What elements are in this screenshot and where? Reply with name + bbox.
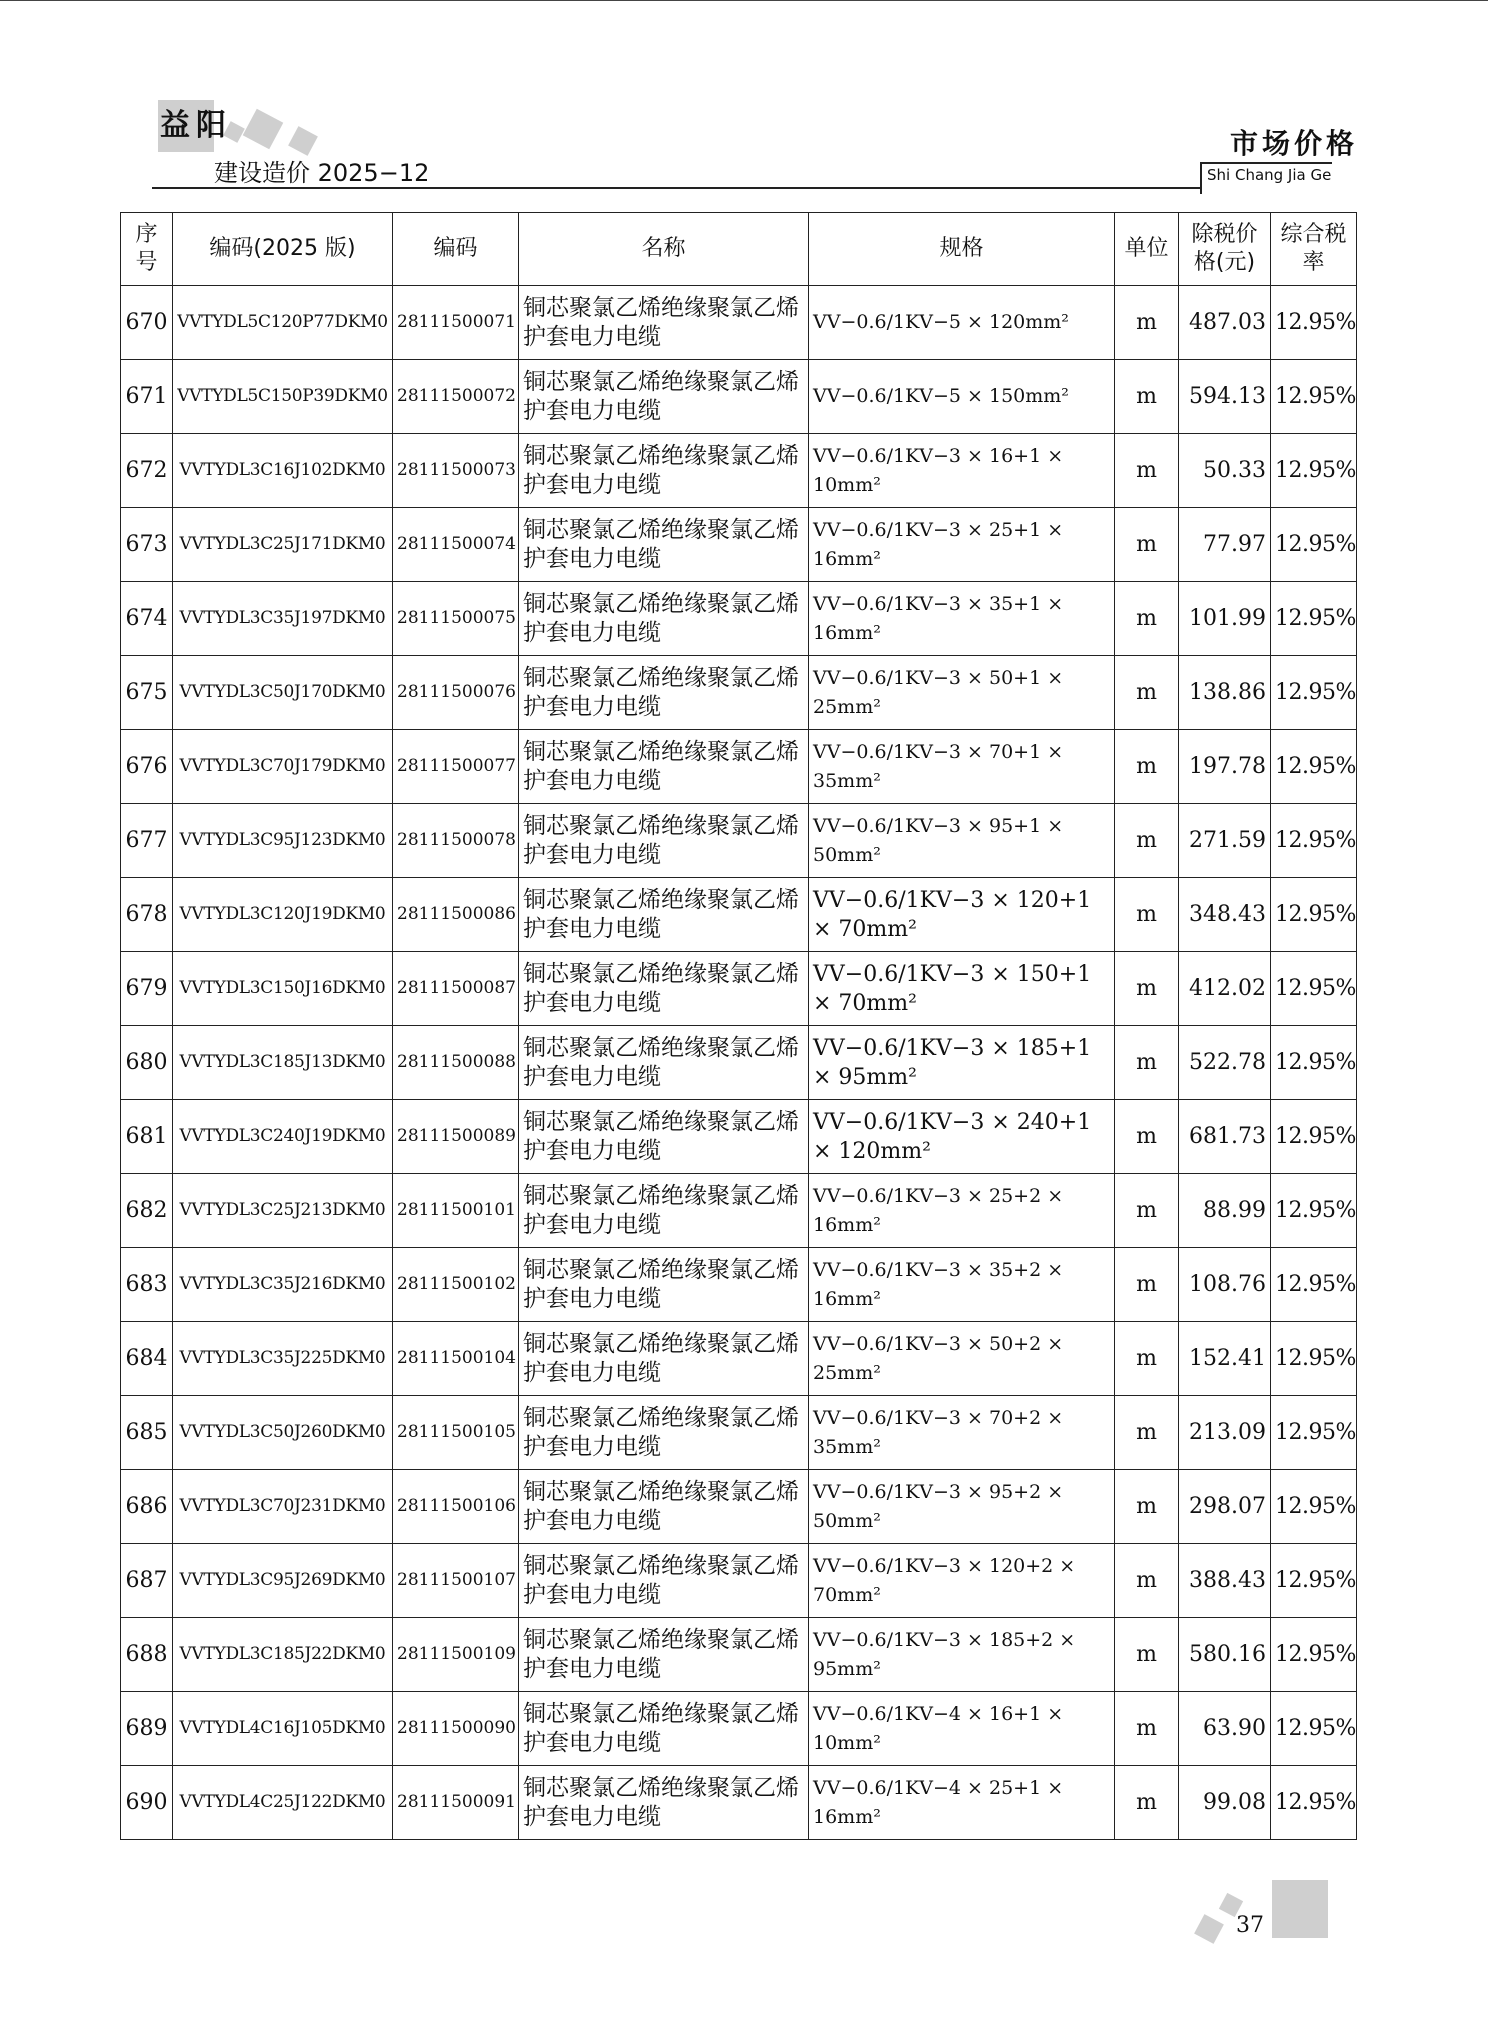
table-row: [121, 1174, 1357, 1248]
cell-rate: 12.95%: [1271, 582, 1357, 656]
cell-unit: m: [1115, 1470, 1179, 1544]
cell-name: 铜芯聚氯乙烯绝缘聚氯乙烯护套电力电缆: [519, 1248, 809, 1322]
col-header-price: 除税价格(元): [1179, 213, 1271, 286]
cell-rate: 12.95%: [1271, 286, 1357, 360]
cell-rate: 12.95%: [1271, 1766, 1357, 1840]
cell-seq: 674: [121, 582, 173, 656]
cell-code: 28111500075: [393, 582, 519, 656]
header-decor-diamond: [288, 126, 318, 156]
cell-name: 铜芯聚氯乙烯绝缘聚氯乙烯护套电力电缆: [519, 1026, 809, 1100]
cell-price: 197.78: [1179, 730, 1271, 804]
cell-seq: 671: [121, 360, 173, 434]
cell-code: 28111500107: [393, 1544, 519, 1618]
cell-unit: m: [1115, 360, 1179, 434]
cell-price: 108.76: [1179, 1248, 1271, 1322]
cell-price: 99.08: [1179, 1766, 1271, 1840]
price-table: [120, 212, 1357, 1840]
cell-seq: 681: [121, 1100, 173, 1174]
col-header-rate: 综合税率: [1271, 213, 1357, 286]
cell-code: 28111500102: [393, 1248, 519, 1322]
cell-seq: 670: [121, 286, 173, 360]
cell-rate: 12.95%: [1271, 1544, 1357, 1618]
cell-seq: 685: [121, 1396, 173, 1470]
col-header-code2025: 编码(2025 版): [173, 213, 393, 286]
cell-code-2025: VVTYDL3C35J197DKM0: [173, 582, 393, 656]
cell-code-2025: VVTYDL3C240J19DKM0: [173, 1100, 393, 1174]
cell-spec: VV−0.6/1KV−3 × 150+1 × 70mm²: [809, 952, 1115, 1026]
cell-code-2025: VVTYDL4C25J122DKM0: [173, 1766, 393, 1840]
cell-seq: 672: [121, 434, 173, 508]
table-row: [121, 1766, 1357, 1840]
cell-name: 铜芯聚氯乙烯绝缘聚氯乙烯护套电力电缆: [519, 1470, 809, 1544]
cell-name: 铜芯聚氯乙烯绝缘聚氯乙烯护套电力电缆: [519, 1544, 809, 1618]
cell-price: 50.33: [1179, 434, 1271, 508]
table-row: [121, 508, 1357, 582]
cell-code: 28111500109: [393, 1618, 519, 1692]
cell-unit: m: [1115, 656, 1179, 730]
table-row: [121, 1322, 1357, 1396]
cell-seq: 686: [121, 1470, 173, 1544]
cell-seq: 687: [121, 1544, 173, 1618]
table-row: [121, 434, 1357, 508]
table-row: [121, 1470, 1357, 1544]
cell-seq: 680: [121, 1026, 173, 1100]
cell-seq: 690: [121, 1766, 173, 1840]
cell-name: 铜芯聚氯乙烯绝缘聚氯乙烯护套电力电缆: [519, 434, 809, 508]
table-row: [121, 286, 1357, 360]
cell-unit: m: [1115, 1026, 1179, 1100]
cell-unit: m: [1115, 1766, 1179, 1840]
cell-rate: 12.95%: [1271, 1322, 1357, 1396]
table-row: [121, 952, 1357, 1026]
cell-spec: VV−0.6/1KV−3 × 185+1 × 95mm²: [809, 1026, 1115, 1100]
cell-seq: 684: [121, 1322, 173, 1396]
cell-unit: m: [1115, 286, 1179, 360]
cell-spec: VV−0.6/1KV−5 × 150mm²: [809, 360, 1115, 434]
cell-price: 77.97: [1179, 508, 1271, 582]
cell-unit: m: [1115, 434, 1179, 508]
cell-unit: m: [1115, 878, 1179, 952]
cell-code: 28111500087: [393, 952, 519, 1026]
cell-name: 铜芯聚氯乙烯绝缘聚氯乙烯护套电力电缆: [519, 582, 809, 656]
cell-price: 522.78: [1179, 1026, 1271, 1100]
cell-code-2025: VVTYDL3C185J13DKM0: [173, 1026, 393, 1100]
cell-code-2025: VVTYDL4C16J105DKM0: [173, 1692, 393, 1766]
cell-seq: 688: [121, 1618, 173, 1692]
table-body: [121, 286, 1357, 1840]
cell-spec: VV−0.6/1KV−3 × 25+1 × 16mm²: [809, 508, 1115, 582]
cell-rate: 12.95%: [1271, 1692, 1357, 1766]
cell-unit: m: [1115, 1618, 1179, 1692]
cell-price: 388.43: [1179, 1544, 1271, 1618]
cell-price: 138.86: [1179, 656, 1271, 730]
cell-code: 28111500076: [393, 656, 519, 730]
cell-seq: 683: [121, 1248, 173, 1322]
cell-name: 铜芯聚氯乙烯绝缘聚氯乙烯护套电力电缆: [519, 730, 809, 804]
cell-name: 铜芯聚氯乙烯绝缘聚氯乙烯护套电力电缆: [519, 286, 809, 360]
cell-rate: 12.95%: [1271, 656, 1357, 730]
cell-name: 铜芯聚氯乙烯绝缘聚氯乙烯护套电力电缆: [519, 656, 809, 730]
cell-name: 铜芯聚氯乙烯绝缘聚氯乙烯护套电力电缆: [519, 1396, 809, 1470]
cell-price: 487.03: [1179, 286, 1271, 360]
cell-spec: VV−0.6/1KV−3 × 240+1 × 120mm²: [809, 1100, 1115, 1174]
cell-name: 铜芯聚氯乙烯绝缘聚氯乙烯护套电力电缆: [519, 952, 809, 1026]
cell-name: 铜芯聚氯乙烯绝缘聚氯乙烯护套电力电缆: [519, 1322, 809, 1396]
cell-name: 铜芯聚氯乙烯绝缘聚氯乙烯护套电力电缆: [519, 1618, 809, 1692]
cell-seq: 682: [121, 1174, 173, 1248]
col-header-spec: 规格: [809, 213, 1115, 286]
table-row: [121, 878, 1357, 952]
table-row: [121, 730, 1357, 804]
cell-code: 28111500086: [393, 878, 519, 952]
top-rule: [0, 0, 1488, 1]
table-row: [121, 1618, 1357, 1692]
cell-spec: VV−0.6/1KV−3 × 35+1 × 16mm²: [809, 582, 1115, 656]
cell-code: 28111500091: [393, 1766, 519, 1840]
cell-spec: VV−0.6/1KV−3 × 35+2 × 16mm²: [809, 1248, 1115, 1322]
table-header-row: [121, 213, 1357, 286]
cell-code-2025: VVTYDL3C50J260DKM0: [173, 1396, 393, 1470]
cell-code: 28111500073: [393, 434, 519, 508]
cell-code-2025: VVTYDL3C70J179DKM0: [173, 730, 393, 804]
col-header-name: 名称: [519, 213, 809, 286]
cell-rate: 12.95%: [1271, 952, 1357, 1026]
header-section-pinyin: Shi Chang Jia Ge: [1207, 166, 1332, 184]
cell-code: 28111500104: [393, 1322, 519, 1396]
cell-code: 28111500077: [393, 730, 519, 804]
cell-unit: m: [1115, 1692, 1179, 1766]
cell-spec: VV−0.6/1KV−3 × 95+1 × 50mm²: [809, 804, 1115, 878]
cell-spec: VV−0.6/1KV−3 × 25+2 × 16mm²: [809, 1174, 1115, 1248]
cell-spec: VV−0.6/1KV−3 × 185+2 × 95mm²: [809, 1618, 1115, 1692]
cell-spec: VV−0.6/1KV−3 × 50+1 × 25mm²: [809, 656, 1115, 730]
table-row: [121, 1544, 1357, 1618]
cell-name: 铜芯聚氯乙烯绝缘聚氯乙烯护套电力电缆: [519, 878, 809, 952]
page-number: 37: [1236, 1913, 1264, 1938]
cell-rate: 12.95%: [1271, 434, 1357, 508]
table-row: [121, 582, 1357, 656]
cell-code-2025: VVTYDL3C16J102DKM0: [173, 434, 393, 508]
cell-code-2025: VVTYDL3C25J171DKM0: [173, 508, 393, 582]
cell-unit: m: [1115, 804, 1179, 878]
cell-price: 594.13: [1179, 360, 1271, 434]
cell-unit: m: [1115, 730, 1179, 804]
cell-code: 28111500074: [393, 508, 519, 582]
header-issue: 建设造价 2025−12: [214, 159, 430, 187]
cell-spec: VV−0.6/1KV−3 × 120+1 × 70mm²: [809, 878, 1115, 952]
cell-seq: 673: [121, 508, 173, 582]
cell-spec: VV−0.6/1KV−3 × 16+1 × 10mm²: [809, 434, 1115, 508]
cell-code-2025: VVTYDL5C150P39DKM0: [173, 360, 393, 434]
cell-name: 铜芯聚氯乙烯绝缘聚氯乙烯护套电力电缆: [519, 1766, 809, 1840]
cell-name: 铜芯聚氯乙烯绝缘聚氯乙烯护套电力电缆: [519, 1692, 809, 1766]
cell-code: 28111500072: [393, 360, 519, 434]
cell-code: 28111500105: [393, 1396, 519, 1470]
cell-spec: VV−0.6/1KV−5 × 120mm²: [809, 286, 1115, 360]
header-decor-diamond: [243, 109, 284, 150]
col-header-unit: 单位: [1115, 213, 1179, 286]
table-row: [121, 1396, 1357, 1470]
header-rule: [152, 187, 1200, 189]
cell-unit: m: [1115, 1322, 1179, 1396]
cell-rate: 12.95%: [1271, 878, 1357, 952]
cell-rate: 12.95%: [1271, 508, 1357, 582]
cell-price: 101.99: [1179, 582, 1271, 656]
cell-rate: 12.95%: [1271, 730, 1357, 804]
cell-spec: VV−0.6/1KV−4 × 25+1 × 16mm²: [809, 1766, 1115, 1840]
cell-rate: 12.95%: [1271, 1618, 1357, 1692]
cell-name: 铜芯聚氯乙烯绝缘聚氯乙烯护套电力电缆: [519, 804, 809, 878]
cell-code-2025: VVTYDL3C150J16DKM0: [173, 952, 393, 1026]
cell-price: 298.07: [1179, 1470, 1271, 1544]
cell-rate: 12.95%: [1271, 1174, 1357, 1248]
cell-code-2025: VVTYDL3C185J22DKM0: [173, 1618, 393, 1692]
cell-unit: m: [1115, 1248, 1179, 1322]
cell-rate: 12.95%: [1271, 1248, 1357, 1322]
cell-code: 28111500088: [393, 1026, 519, 1100]
cell-price: 152.41: [1179, 1322, 1271, 1396]
table-row: [121, 656, 1357, 730]
cell-code-2025: VVTYDL3C50J170DKM0: [173, 656, 393, 730]
table-row: [121, 1026, 1357, 1100]
cell-seq: 676: [121, 730, 173, 804]
cell-name: 铜芯聚氯乙烯绝缘聚氯乙烯护套电力电缆: [519, 360, 809, 434]
col-header-seq: 序号: [121, 213, 173, 286]
cell-unit: m: [1115, 1544, 1179, 1618]
cell-unit: m: [1115, 952, 1179, 1026]
cell-code: 28111500106: [393, 1470, 519, 1544]
cell-name: 铜芯聚氯乙烯绝缘聚氯乙烯护套电力电缆: [519, 508, 809, 582]
cell-code-2025: VVTYDL3C70J231DKM0: [173, 1470, 393, 1544]
cell-code-2025: VVTYDL3C95J123DKM0: [173, 804, 393, 878]
cell-price: 63.90: [1179, 1692, 1271, 1766]
table-row: [121, 1100, 1357, 1174]
cell-seq: 677: [121, 804, 173, 878]
cell-code: 28111500071: [393, 286, 519, 360]
cell-seq: 679: [121, 952, 173, 1026]
cell-rate: 12.95%: [1271, 804, 1357, 878]
cell-code-2025: VVTYDL3C25J213DKM0: [173, 1174, 393, 1248]
cell-name: 铜芯聚氯乙烯绝缘聚氯乙烯护套电力电缆: [519, 1100, 809, 1174]
cell-unit: m: [1115, 582, 1179, 656]
cell-rate: 12.95%: [1271, 360, 1357, 434]
table-row: [121, 804, 1357, 878]
cell-seq: 678: [121, 878, 173, 952]
cell-unit: m: [1115, 508, 1179, 582]
cell-rate: 12.95%: [1271, 1026, 1357, 1100]
table-row: [121, 1692, 1357, 1766]
cell-unit: m: [1115, 1174, 1179, 1248]
cell-spec: VV−0.6/1KV−3 × 120+2 × 70mm²: [809, 1544, 1115, 1618]
cell-code: 28111500090: [393, 1692, 519, 1766]
footer-decor-square: [1272, 1880, 1328, 1938]
table-row: [121, 360, 1357, 434]
header-city: 益阳: [160, 108, 232, 143]
cell-rate: 12.95%: [1271, 1396, 1357, 1470]
cell-name: 铜芯聚氯乙烯绝缘聚氯乙烯护套电力电缆: [519, 1174, 809, 1248]
cell-price: 681.73: [1179, 1100, 1271, 1174]
table-row: [121, 1248, 1357, 1322]
cell-spec: VV−0.6/1KV−3 × 50+2 × 25mm²: [809, 1322, 1115, 1396]
cell-price: 88.99: [1179, 1174, 1271, 1248]
cell-code: 28111500078: [393, 804, 519, 878]
cell-spec: VV−0.6/1KV−3 × 70+1 × 35mm²: [809, 730, 1115, 804]
cell-code-2025: VVTYDL3C120J19DKM0: [173, 878, 393, 952]
cell-code-2025: VVTYDL3C95J269DKM0: [173, 1544, 393, 1618]
cell-code-2025: VVTYDL5C120P77DKM0: [173, 286, 393, 360]
cell-code-2025: VVTYDL3C35J216DKM0: [173, 1248, 393, 1322]
cell-price: 580.16: [1179, 1618, 1271, 1692]
cell-code: 28111500089: [393, 1100, 519, 1174]
cell-price: 213.09: [1179, 1396, 1271, 1470]
cell-rate: 12.95%: [1271, 1100, 1357, 1174]
cell-spec: VV−0.6/1KV−4 × 16+1 × 10mm²: [809, 1692, 1115, 1766]
cell-spec: VV−0.6/1KV−3 × 70+2 × 35mm²: [809, 1396, 1115, 1470]
cell-seq: 675: [121, 656, 173, 730]
footer-decor-diamond: [1194, 1914, 1224, 1944]
header-section-title: 市场价格: [1229, 127, 1358, 160]
cell-unit: m: [1115, 1100, 1179, 1174]
cell-price: 412.02: [1179, 952, 1271, 1026]
cell-rate: 12.95%: [1271, 1470, 1357, 1544]
cell-unit: m: [1115, 1396, 1179, 1470]
cell-code: 28111500101: [393, 1174, 519, 1248]
cell-code-2025: VVTYDL3C35J225DKM0: [173, 1322, 393, 1396]
cell-seq: 689: [121, 1692, 173, 1766]
col-header-code: 编码: [393, 213, 519, 286]
cell-price: 348.43: [1179, 878, 1271, 952]
cell-spec: VV−0.6/1KV−3 × 95+2 × 50mm²: [809, 1470, 1115, 1544]
cell-price: 271.59: [1179, 804, 1271, 878]
